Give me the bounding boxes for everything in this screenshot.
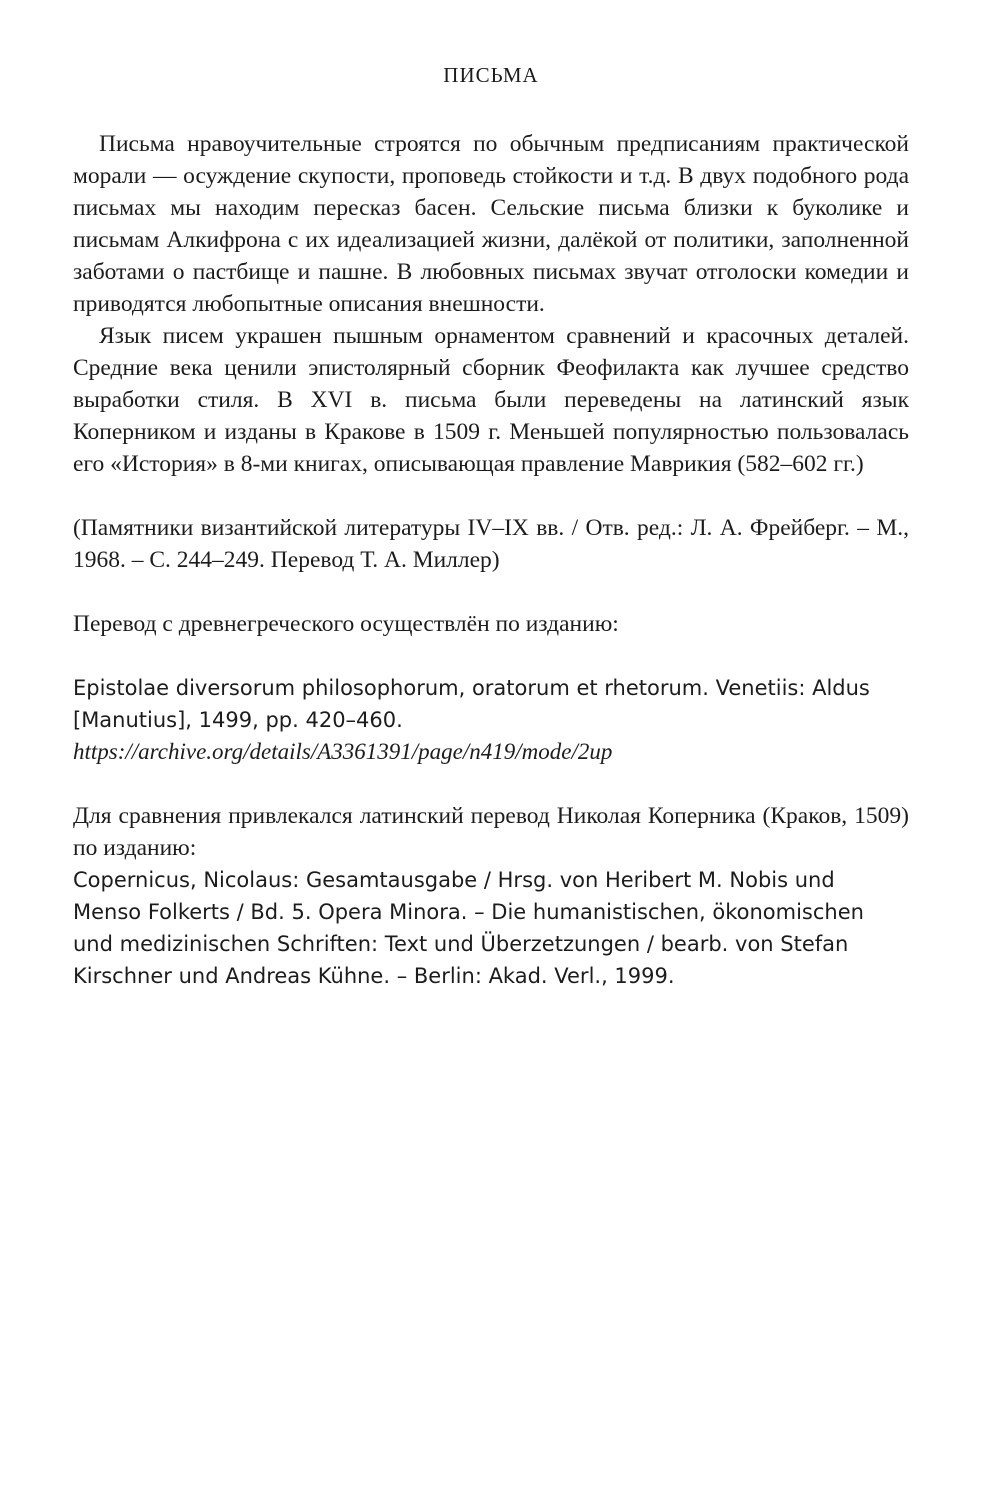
comparison-block: [73, 800, 909, 992]
comparison-reference: Copernicus, Nicolaus: Gesamtausgabe / Hrsg. von Heribert M. Nobis und Menso Folkerts / Bd. 5. Opera Minora. – Die humanistischen, ökonomischen und medizinischen Schriften: Text und Überzetzungen / bearb. von Stefan Kirschner und Andreas Kühne. – Berlin: Akad. Verl., 1999.: [73, 868, 864, 988]
paragraph-moral-letters: Письма нравоучительные строятся по обычным предписаниям практической морали — осуждение скупости, проповедь стойкости и т.д. В двух подобного рода письмах мы находим пересказ басен. Сельские письма близки к буколике и письмам Алкифрона с их идеализацией жизни, далёкой от политики, заполненной заботами о пастбище и пашне. В любовных письмах звучат отголоски комедии и приводятся любопытные описания внешности.: [73, 131, 909, 317]
edition-link[interactable]: https://archive.org/details/A3361391/page/n419/mode/2up: [73, 739, 613, 764]
running-head: ПИСЬМА: [443, 63, 539, 87]
edition-block: [73, 672, 909, 768]
comparison-intro: Для сравнения привлекался латинский перевод Николая Коперника (Краков, 1509) по изданию:: [73, 803, 909, 861]
source-citation: (Памятники византийской литературы IV–IX вв. / Отв. ред.: Л. А. Фрейберг. – М., 1968. – С. 244–249. Перевод Т. А. Миллер): [73, 515, 909, 573]
book-page: [73, 60, 909, 992]
paragraph-language-style: Язык писем украшен пышным орнаментом сравнений и красочных деталей. Средние века ценили эпистолярный сборник Феофилакта как лучшее средство выработки стиля. В XVI в. письма были переведены на латинский язык Коперником и изданы в Кракове в 1509 г. Меньшей популярностью пользовалась его «История» в 8-ми книгах, описывающая правление Маврикия (582–602 гг.): [73, 323, 909, 477]
translation-note: Перевод с древнегреческого осуществлён по изданию:: [73, 611, 619, 637]
translation-note-block: [73, 608, 909, 640]
edition-reference: Epistolae diversorum philosophorum, oratorum et rhetorum. Venetiis: Aldus [Manutius], 1499, pp. 420–460.: [73, 676, 870, 732]
